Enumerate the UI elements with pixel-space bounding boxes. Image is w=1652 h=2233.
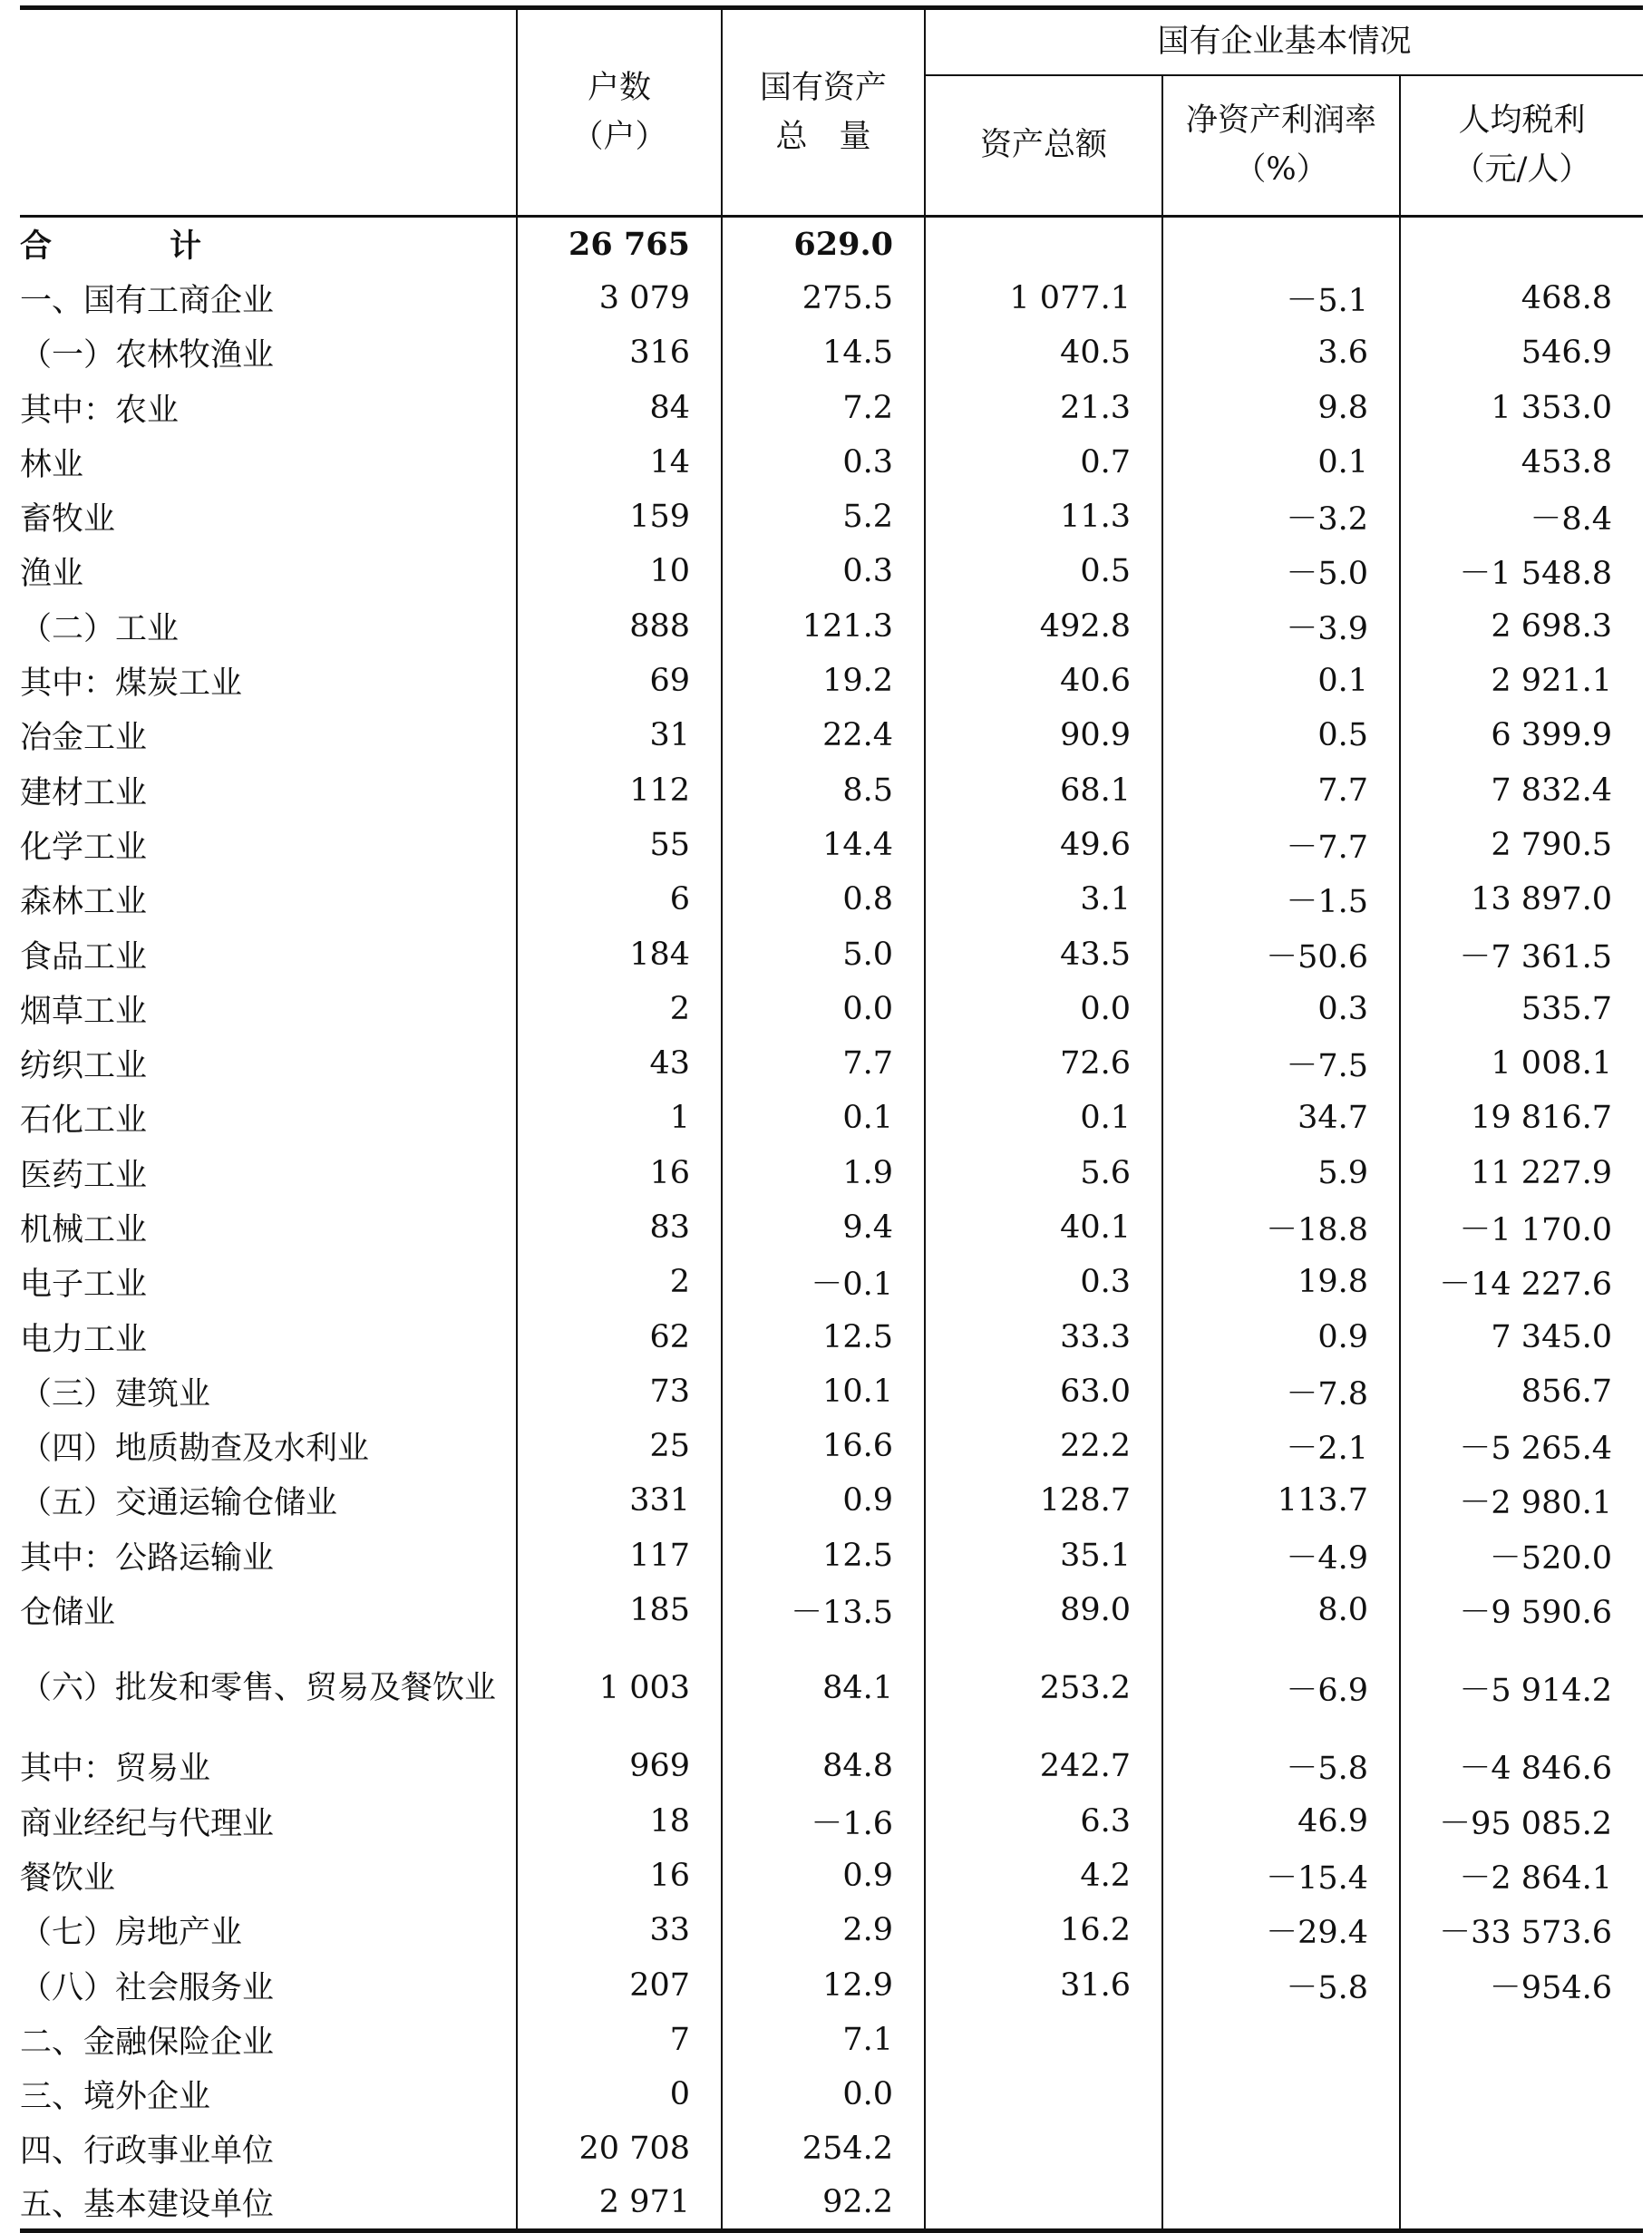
cell-state-assets: 5.0 (722, 927, 925, 981)
row-label: 烟草工业 (20, 993, 148, 1030)
cell-households: 73 (517, 1364, 722, 1419)
cell-total-assets: 0.5 (925, 544, 1162, 598)
cell-households: 1 (517, 1091, 722, 1145)
cell-state-assets: 0.0 (722, 982, 925, 1036)
table-row (20, 1957, 1643, 2012)
cell-tax: 856.7 (1400, 1364, 1643, 1419)
cell-state-assets: 14.5 (722, 325, 925, 380)
cell-roe: 46.9 (1162, 1794, 1400, 1849)
cell-total-assets: 242.7 (925, 1739, 1162, 1793)
cell-state-assets: 0.3 (722, 544, 925, 598)
cell-state-assets: 0.8 (722, 872, 925, 927)
row-label: 机械工业 (20, 1211, 148, 1248)
row-label: 仓储业 (20, 1595, 116, 1632)
row-label: 纺织工业 (20, 1048, 148, 1085)
cell-state-assets: －1.6 (722, 1794, 925, 1849)
cell-households: 7 (517, 2013, 722, 2067)
cell-tax: －4 846.6 (1400, 1739, 1643, 1793)
cell-total-assets (925, 2121, 1162, 2176)
row-label: 二、金融保险企业 (20, 2024, 275, 2061)
total-label-a: 合 (20, 228, 53, 266)
row-label: 一、国有工商企业 (20, 282, 275, 319)
cell-roe: －7.5 (1162, 1036, 1400, 1091)
table-row (20, 325, 1643, 380)
row-label: 建材工业 (20, 774, 148, 811)
total-row (20, 217, 1643, 271)
table-row (20, 1794, 1643, 1849)
cell-tax: －520.0 (1400, 1529, 1643, 1583)
cell-households: 31 (517, 708, 722, 762)
cell-households: 331 (517, 1473, 722, 1528)
cell-tax: －1 548.8 (1400, 544, 1643, 598)
cell-roe: 0.1 (1162, 435, 1400, 490)
table-row (20, 927, 1643, 981)
row-label: 食品工业 (20, 938, 148, 976)
cell-tax: －5 265.4 (1400, 1419, 1643, 1473)
header-blank (20, 8, 517, 217)
table-row (20, 1200, 1643, 1255)
total-households: 26 765 (517, 217, 722, 271)
cell-tax: 7 345.0 (1400, 1309, 1643, 1364)
cell-tax: 2 790.5 (1400, 818, 1643, 872)
cell-state-assets: 22.4 (722, 708, 925, 762)
cell-households: 888 (517, 599, 722, 654)
header-state-assets (722, 8, 925, 217)
header-roe (1162, 75, 1400, 217)
cell-households: 14 (517, 435, 722, 490)
cell-state-assets: 275.5 (722, 271, 925, 325)
cell-state-assets: 8.5 (722, 762, 925, 817)
cell-total-assets (925, 2067, 1162, 2121)
cell-households: 316 (517, 325, 722, 380)
cell-tax: －954.6 (1400, 1957, 1643, 2012)
row-label: （二）工业 (20, 610, 180, 647)
cell-total-assets: 21.3 (925, 380, 1162, 434)
cell-roe: －7.8 (1162, 1364, 1400, 1419)
cell-roe (1162, 2121, 1400, 2176)
row-label: 三、境外企业 (20, 2079, 211, 2116)
cell-households: 62 (517, 1309, 722, 1364)
cell-roe: 0.1 (1162, 654, 1400, 708)
table-row (20, 1255, 1643, 1309)
cell-state-assets: 7.7 (722, 1036, 925, 1091)
cell-roe: 8.0 (1162, 1583, 1400, 1637)
cell-state-assets: 5.2 (722, 490, 925, 544)
table-row (20, 490, 1643, 544)
cell-households: 2 971 (517, 2177, 722, 2231)
cell-tax: 453.8 (1400, 435, 1643, 490)
cell-tax: 468.8 (1400, 271, 1643, 325)
row-label: 其中：农业 (20, 392, 180, 429)
total-tax (1400, 217, 1643, 271)
cell-total-assets: 43.5 (925, 927, 1162, 981)
cell-total-assets: 49.6 (925, 818, 1162, 872)
cell-households: 10 (517, 544, 722, 598)
cell-state-assets: －13.5 (722, 1583, 925, 1637)
cell-total-assets: 3.1 (925, 872, 1162, 927)
cell-households: 185 (517, 1583, 722, 1637)
cell-households: 0 (517, 2067, 722, 2121)
row-label: 四、行政事业单位 (20, 2133, 275, 2170)
cell-tax: 1 008.1 (1400, 1036, 1643, 1091)
table-row (20, 380, 1643, 434)
cell-roe: －15.4 (1162, 1849, 1400, 1903)
total-total-assets (925, 217, 1162, 271)
cell-total-assets: 128.7 (925, 1473, 1162, 1528)
cell-total-assets: 90.9 (925, 708, 1162, 762)
cell-households: 25 (517, 1419, 722, 1473)
row-label: 其中：贸易业 (20, 1751, 211, 1788)
cell-roe: －29.4 (1162, 1903, 1400, 1957)
table-row (20, 435, 1643, 490)
cell-state-assets: 7.2 (722, 380, 925, 434)
table-row (20, 818, 1643, 872)
cell-state-assets: 0.9 (722, 1473, 925, 1528)
cell-roe: －1.5 (1162, 872, 1400, 927)
cell-households: 2 (517, 982, 722, 1036)
cell-tax (1400, 2013, 1643, 2067)
cell-tax: －95 085.2 (1400, 1794, 1643, 1849)
total-state-assets: 629.0 (722, 217, 925, 271)
cell-households: 2 (517, 1255, 722, 1309)
row-label: 其中：公路运输业 (20, 1539, 275, 1577)
cell-state-assets: 0.3 (722, 435, 925, 490)
cell-tax: －9 590.6 (1400, 1583, 1643, 1637)
cell-roe (1162, 2013, 1400, 2067)
table-row (20, 1419, 1643, 1473)
row-label: （五）交通运输仓储业 (20, 1485, 338, 1522)
table-row (20, 1903, 1643, 1957)
cell-households: 1 003 (517, 1637, 722, 1739)
cell-roe: －7.7 (1162, 818, 1400, 872)
cell-roe: 0.3 (1162, 982, 1400, 1036)
total-label (20, 217, 517, 271)
cell-state-assets: 19.2 (722, 654, 925, 708)
cell-total-assets: 253.2 (925, 1637, 1162, 1739)
header-total-assets-label: 资产总额 (979, 127, 1107, 164)
cell-households: 84 (517, 380, 722, 434)
cell-state-assets: 0.1 (722, 1091, 925, 1145)
cell-tax (1400, 2121, 1643, 2176)
cell-state-assets: 9.4 (722, 1200, 925, 1255)
cell-state-assets: 12.5 (722, 1309, 925, 1364)
cell-tax: －2 864.1 (1400, 1849, 1643, 1903)
cell-households: 6 (517, 872, 722, 927)
table-row (20, 708, 1643, 762)
cell-roe: 19.8 (1162, 1255, 1400, 1309)
cell-total-assets: 40.5 (925, 325, 1162, 380)
cell-households: 184 (517, 927, 722, 981)
header-households-line2: （户） (571, 119, 667, 155)
cell-state-assets: －0.1 (722, 1255, 925, 1309)
cell-tax: 535.7 (1400, 982, 1643, 1036)
cell-households: 43 (517, 1036, 722, 1091)
row-label: （六）批发和零售、贸易及餐饮业 (20, 1670, 497, 1707)
cell-state-assets: 12.9 (722, 1957, 925, 2012)
cell-households: 16 (517, 1849, 722, 1903)
row-label: 电力工业 (20, 1321, 148, 1358)
header-tax (1400, 75, 1643, 217)
cell-total-assets: 33.3 (925, 1309, 1162, 1364)
header-roe-line2: （%） (1234, 151, 1328, 189)
row-label: 化学工业 (20, 829, 148, 866)
header-total-assets (925, 75, 1162, 217)
cell-households: 159 (517, 490, 722, 544)
cell-total-assets: 4.2 (925, 1849, 1162, 1903)
cell-state-assets: 12.5 (722, 1529, 925, 1583)
cell-state-assets: 1.9 (722, 1146, 925, 1200)
cell-total-assets: 1 077.1 (925, 271, 1162, 325)
cell-roe: －2.1 (1162, 1419, 1400, 1473)
cell-tax: －14 227.6 (1400, 1255, 1643, 1309)
table-row (20, 1364, 1643, 1419)
cell-tax: 2 921.1 (1400, 654, 1643, 708)
header-state-assets-line1: 国有资产 (759, 70, 887, 106)
row-label: 森林工业 (20, 884, 148, 921)
cell-total-assets: 0.7 (925, 435, 1162, 490)
row-label: 医药工业 (20, 1157, 148, 1194)
table-row (20, 872, 1643, 927)
table-row (20, 982, 1643, 1036)
row-label: （七）房地产业 (20, 1915, 243, 1952)
cell-roe: －50.6 (1162, 927, 1400, 981)
cell-state-assets: 84.1 (722, 1637, 925, 1739)
cell-state-assets: 14.4 (722, 818, 925, 872)
row-label: 畜牧业 (20, 501, 116, 539)
cell-state-assets: 0.0 (722, 2067, 925, 2121)
table-row (20, 1583, 1643, 1637)
cell-tax: －5 914.2 (1400, 1637, 1643, 1739)
header-tax-line1: 人均税利 (1458, 102, 1586, 140)
cell-total-assets: 11.3 (925, 490, 1162, 544)
table-row (20, 1739, 1643, 1793)
cell-tax: －7 361.5 (1400, 927, 1643, 981)
cell-tax: 11 227.9 (1400, 1146, 1643, 1200)
cell-roe: －4.9 (1162, 1529, 1400, 1583)
cell-households: 3 079 (517, 271, 722, 325)
row-label: 餐饮业 (20, 1859, 116, 1897)
cell-total-assets: 31.6 (925, 1957, 1162, 2012)
cell-total-assets: 35.1 (925, 1529, 1162, 1583)
header-households-line1: 户数 (587, 70, 651, 106)
cell-total-assets: 89.0 (925, 1583, 1162, 1637)
cell-tax: 2 698.3 (1400, 599, 1643, 654)
cell-households: 969 (517, 1739, 722, 1793)
cell-roe: －5.8 (1162, 1739, 1400, 1793)
table-row (20, 1146, 1643, 1200)
cell-state-assets: 0.9 (722, 1849, 925, 1903)
cell-total-assets: 22.2 (925, 1419, 1162, 1473)
cell-households: 16 (517, 1146, 722, 1200)
row-label: 石化工业 (20, 1102, 148, 1140)
cell-state-assets: 84.8 (722, 1739, 925, 1793)
cell-total-assets: 0.0 (925, 982, 1162, 1036)
cell-households: 117 (517, 1529, 722, 1583)
cell-total-assets: 5.6 (925, 1146, 1162, 1200)
table-row (20, 271, 1643, 325)
cell-total-assets: 0.1 (925, 1091, 1162, 1145)
table-row (20, 544, 1643, 598)
table-row (20, 1091, 1643, 1145)
cell-roe: －3.2 (1162, 490, 1400, 544)
cell-households: 69 (517, 654, 722, 708)
cell-total-assets: 0.3 (925, 1255, 1162, 1309)
header-roe-line1: 净资产利润率 (1185, 102, 1376, 140)
cell-state-assets: 254.2 (722, 2121, 925, 2176)
table-row (20, 1036, 1643, 1091)
cell-roe: 9.8 (1162, 380, 1400, 434)
row-label: 冶金工业 (20, 720, 148, 757)
cell-households: 18 (517, 1794, 722, 1849)
cell-households: 20 708 (517, 2121, 722, 2176)
cell-total-assets: 6.3 (925, 1794, 1162, 1849)
cell-roe: －5.0 (1162, 544, 1400, 598)
table-row (20, 654, 1643, 708)
cell-total-assets: 63.0 (925, 1364, 1162, 1419)
row-label: （四）地质勘查及水利业 (20, 1431, 370, 1468)
row-label: （三）建筑业 (20, 1375, 211, 1413)
cell-total-assets: 40.1 (925, 1200, 1162, 1255)
cell-roe: 0.5 (1162, 708, 1400, 762)
cell-tax: －1 170.0 (1400, 1200, 1643, 1255)
row-label: （八）社会服务业 (20, 1969, 275, 2006)
row-label: 渔业 (20, 556, 84, 593)
cell-tax: 7 832.4 (1400, 762, 1643, 817)
cell-state-assets: 7.1 (722, 2013, 925, 2067)
row-label: 商业经纪与代理业 (20, 1805, 275, 1842)
table-row (20, 1849, 1643, 1903)
cell-total-assets: 16.2 (925, 1903, 1162, 1957)
state-assets-table (20, 5, 1643, 2233)
cell-roe: 34.7 (1162, 1091, 1400, 1145)
cell-roe: －6.9 (1162, 1637, 1400, 1739)
cell-roe: 7.7 (1162, 762, 1400, 817)
table-row (20, 762, 1643, 817)
row-label: （一）农林牧渔业 (20, 337, 275, 374)
cell-households: 112 (517, 762, 722, 817)
cell-roe: 113.7 (1162, 1473, 1400, 1528)
cell-tax: －2 980.1 (1400, 1473, 1643, 1528)
cell-tax: 13 897.0 (1400, 872, 1643, 927)
row-label: 电子工业 (20, 1267, 148, 1304)
cell-tax: 546.9 (1400, 325, 1643, 380)
cell-households: 33 (517, 1903, 722, 1957)
header-group: 国有企业基本情况 (925, 8, 1643, 75)
cell-roe (1162, 2067, 1400, 2121)
cell-roe: 3.6 (1162, 325, 1400, 380)
cell-roe: －5.8 (1162, 1957, 1400, 2012)
cell-total-assets: 68.1 (925, 762, 1162, 817)
header-tax-line2: （元/人） (1453, 151, 1591, 189)
cell-roe: －5.1 (1162, 271, 1400, 325)
table-body (20, 217, 1643, 2231)
cell-total-assets (925, 2013, 1162, 2067)
cell-state-assets: 10.1 (722, 1364, 925, 1419)
header-households (517, 8, 722, 217)
cell-roe: 0.9 (1162, 1309, 1400, 1364)
table-header (20, 8, 1643, 217)
cell-households: 83 (517, 1200, 722, 1255)
cell-tax: 1 353.0 (1400, 380, 1643, 434)
table-row (20, 1529, 1643, 1583)
cell-tax: －33 573.6 (1400, 1903, 1643, 1957)
row-label: 林业 (20, 446, 84, 483)
cell-tax: －8.4 (1400, 490, 1643, 544)
cell-state-assets: 92.2 (722, 2177, 925, 2231)
row-label: 五、基本建设单位 (20, 2187, 275, 2224)
cell-total-assets: 492.8 (925, 599, 1162, 654)
total-roe (1162, 217, 1400, 271)
cell-households: 207 (517, 1957, 722, 2012)
table-row (20, 2067, 1643, 2121)
cell-tax: 19 816.7 (1400, 1091, 1643, 1145)
table-row (20, 599, 1643, 654)
cell-state-assets: 2.9 (722, 1903, 925, 1957)
cell-state-assets: 121.3 (722, 599, 925, 654)
total-label-b: 计 (170, 228, 202, 266)
row-label: 其中：煤炭工业 (20, 665, 243, 703)
cell-tax (1400, 2067, 1643, 2121)
table-row (20, 1473, 1643, 1528)
cell-roe: －18.8 (1162, 1200, 1400, 1255)
cell-roe: 5.9 (1162, 1146, 1400, 1200)
cell-total-assets: 72.6 (925, 1036, 1162, 1091)
table-row (20, 1309, 1643, 1364)
table-row (20, 1637, 1643, 1739)
table-row (20, 2013, 1643, 2067)
cell-households: 55 (517, 818, 722, 872)
cell-tax: 6 399.9 (1400, 708, 1643, 762)
cell-total-assets: 40.6 (925, 654, 1162, 708)
header-state-assets-line2: 总 量 (775, 119, 871, 155)
cell-state-assets: 16.6 (722, 1419, 925, 1473)
cell-roe: －3.9 (1162, 599, 1400, 654)
table-row (20, 2121, 1643, 2176)
